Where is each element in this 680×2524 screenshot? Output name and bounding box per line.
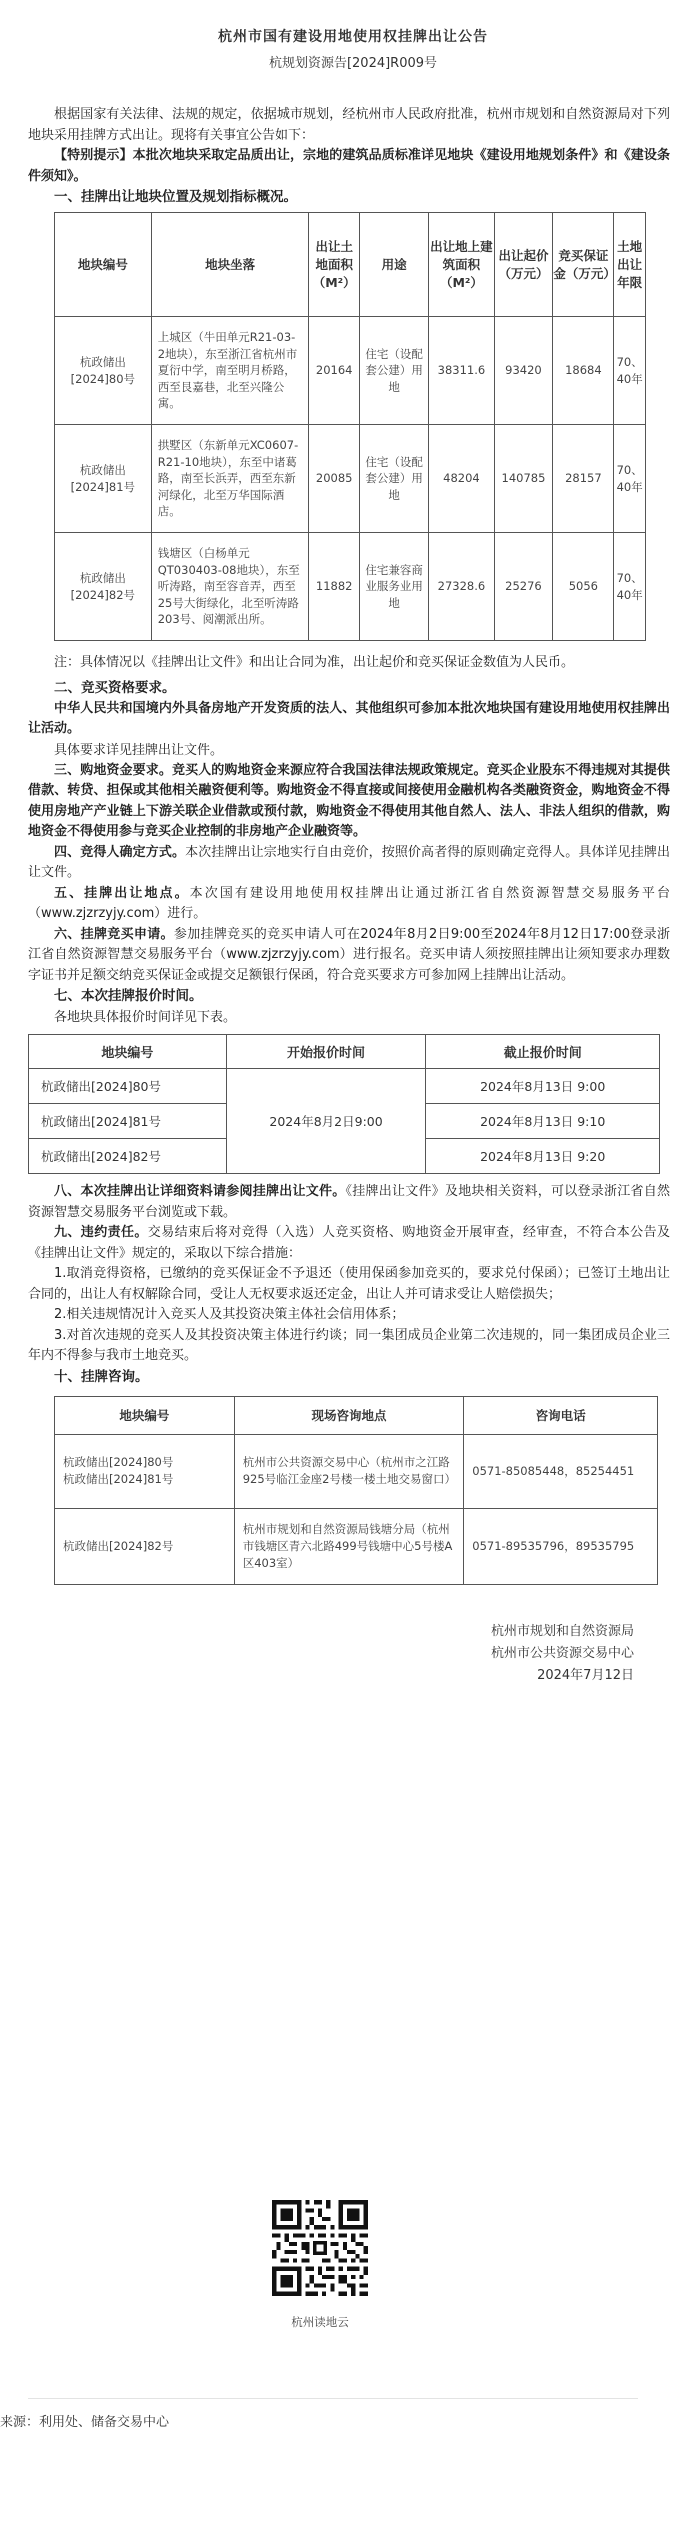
section4-text: 本次挂牌出让宗地实行自由竞价，按照价高者得的原则确定竞得人。具体详见挂牌出让文件。 xyxy=(28,844,670,880)
section7-intro: 各地块具体报价时间详见下表。 xyxy=(54,1010,237,1025)
start-time: 2024年8月2日9:00 xyxy=(226,1069,426,1174)
col-header: 地块编号 xyxy=(29,1035,227,1069)
section9-text: 交易结束后将对竞得（入选）人竞买资格、购地资金开展审查，经审查，不符合本公告及《挂牌出让文件》规定的，采取以下综合措施： xyxy=(28,1225,670,1261)
table-row xyxy=(29,1069,660,1104)
section6-text: 参加挂牌竞买的竞买申请人可在2024年8月2日9:00至2024年8月12日17:00登录浙江省自然资源智慧交易服务平台（www.zjzrzyjy.com）进行报名。竞买申请人须按照挂牌出让须知要求办理数字证书并足额交纳竞买保证金或提交足额银行保函，符合竞买要求方可参加网上挂牌出让活动。 xyxy=(28,926,670,983)
parcel-price: 25276 xyxy=(494,533,553,641)
table-row xyxy=(55,317,646,425)
parcel-use: 住宅（设配套公建）用地 xyxy=(359,425,428,533)
section4-heading: 四、竞得人确定方式。 xyxy=(54,844,186,860)
qr-code-icon[interactable] xyxy=(268,2196,372,2300)
col-header: 开始报价时间 xyxy=(226,1035,426,1069)
special-tip: 【特别提示】本批次地块采取定品质出让，宗地的建筑品质标准详见地块《建设用地规划条件》和《建设条件须知》。 xyxy=(28,148,670,184)
parcel-area: 20085 xyxy=(309,425,359,533)
qr-caption: 杭州读地云 xyxy=(291,2315,349,2329)
table-row xyxy=(55,1434,658,1508)
section3-text: 竞买人的购地资金来源应符合我国法律法规政策规定。竞买企业股东不得违规对其提供借款、转贷、担保或其他相关融资便利等。购地资金不得直接或间接使用金融机构各类融资资金，购地资金不得使用房地产产业链上下游关联企业借款或预付款，购地资金不得使用其他自然人、法人、非法人组织的借款，购地资金不得使用参与竞买企业控制的非房地产企业融资等。 xyxy=(28,762,670,839)
parcel-build-area: 27328.6 xyxy=(429,533,494,641)
consultation-table xyxy=(54,1396,658,1585)
parcel-deposit: 18684 xyxy=(553,317,614,425)
parcel-id: 杭政储出[2024]80号 xyxy=(55,317,152,425)
parcel-table xyxy=(54,212,646,641)
table-note: 注：具体情况以《挂牌出让文件》和出让合同为准，出让起价和竞买保证金数值为人民币。 xyxy=(54,655,575,670)
parcel-term: 70、40年 xyxy=(614,425,646,533)
announcement-document xyxy=(28,0,678,1687)
parcel-id: 杭政储出[2024]82号 xyxy=(55,533,152,641)
section2-heading: 二、竞买资格要求。 xyxy=(54,679,176,696)
end-time: 2024年8月13日 9:20 xyxy=(426,1139,660,1174)
parcel-build-area: 38311.6 xyxy=(429,317,494,425)
section5-heading: 五、挂牌出让地点。 xyxy=(54,885,190,901)
parcel-use: 住宅（设配套公建）用地 xyxy=(359,317,428,425)
consultation-table-header xyxy=(55,1396,658,1434)
parcel-id: 杭政储出[2024]80号 xyxy=(29,1069,227,1104)
col-header: 咨询电话 xyxy=(464,1396,658,1434)
page-title: 杭州市国有建设用地使用权挂牌出让公告 xyxy=(218,29,488,45)
parcel-id: 杭政储出[2024]81号 xyxy=(63,1472,174,1486)
section8-paragraph xyxy=(28,1182,670,1223)
section1-heading: 一、挂牌出让地块位置及规划指标概况。 xyxy=(54,189,297,205)
bidding-time-table xyxy=(28,1034,660,1174)
parcel-id: 杭政储出[2024]81号 xyxy=(29,1104,227,1139)
section2-bold-text: 中华人民共和国境内外具备房地产开发资质的法人、其他组织可参加本批次地块国有建设用地使用权挂牌出让活动。 xyxy=(28,700,670,736)
document-number: 杭规划资源告[2024]R009号 xyxy=(268,56,438,71)
consult-place: 杭州市规划和自然资源局钱塘分局（杭州市钱塘区青六北路499号钱塘中心5号楼A区403室） xyxy=(234,1508,464,1584)
section3-paragraph xyxy=(28,761,670,843)
col-header: 出让地上建筑面积（M²） xyxy=(429,213,494,317)
section5-text: 本次国有建设用地使用权挂牌出让通过浙江省自然资源智慧交易服务平台（www.zjzrzyjy.com）进行。 xyxy=(28,885,670,921)
col-header: 用途 xyxy=(359,213,428,317)
parcel-price: 140785 xyxy=(494,425,553,533)
parcel-id: 杭政储出[2024]82号 xyxy=(55,1508,235,1584)
section10-heading: 十、挂牌咨询。 xyxy=(54,1368,149,1385)
parcel-area: 20164 xyxy=(309,317,359,425)
parcel-location: 拱墅区（东新单元XC0607-R21-10地块），东至中诸葛路，南至长浜弄，西至东新河绿化，北至万华国际酒店。 xyxy=(151,425,309,533)
parcel-use: 住宅兼容商业服务业用地 xyxy=(359,533,428,641)
consult-phone: 0571-85085448，85254451 xyxy=(464,1434,658,1508)
section7-heading: 七、本次挂牌报价时间。 xyxy=(54,988,203,1004)
table-row xyxy=(55,533,646,641)
parcel-table-header xyxy=(55,213,646,317)
col-header: 地块编号 xyxy=(55,1396,235,1434)
signature-org: 杭州市规划和自然资源局 xyxy=(490,1623,634,1639)
col-header: 现场咨询地点 xyxy=(234,1396,464,1434)
section9-item: 2.相关违规情况计入竞买人及其投资决策主体社会信用体系； xyxy=(54,1307,405,1322)
parcel-build-area: 48204 xyxy=(429,425,494,533)
parcel-area: 11882 xyxy=(309,533,359,641)
parcel-term: 70、40年 xyxy=(614,533,646,641)
section2-text: 具体要求详见挂牌出让文件。 xyxy=(54,742,224,758)
intro-paragraph: 根据国家有关法律、法规的规定，依据城市规划，经杭州市人民政府批准，杭州市规划和自然资源局对下列地块采用挂牌方式出让。现将有关事宜公告如下： xyxy=(28,107,670,143)
table-row xyxy=(55,425,646,533)
col-header: 截止报价时间 xyxy=(426,1035,660,1069)
col-header: 出让土地面积（M²） xyxy=(309,213,359,317)
parcel-id: 杭政储出[2024]81号 xyxy=(55,425,152,533)
end-time: 2024年8月13日 9:10 xyxy=(426,1104,660,1139)
col-header: 竞买保证金（万元） xyxy=(553,213,614,317)
consult-place: 杭州市公共资源交易中心（杭州市之江路925号临江金座2号楼一楼土地交易窗口） xyxy=(234,1434,464,1508)
parcel-deposit: 28157 xyxy=(553,425,614,533)
parcel-id: 杭政储出[2024]82号 xyxy=(29,1139,227,1174)
parcel-location: 钱塘区（白杨单元QT030403-08地块），东至听涛路，南至容音弄，西至25号大街绿化，北至听涛路203号、阅潮派出所。 xyxy=(151,533,309,641)
section4-paragraph xyxy=(28,843,670,884)
col-header: 地块编号 xyxy=(55,213,152,317)
col-header: 出让起价（万元） xyxy=(494,213,553,317)
footer-divider xyxy=(28,2398,638,2399)
section8-text: 《挂牌出让文件》及地块相关资料，可以登录浙江省自然资源智慧交易服务平台浏览或下载。 xyxy=(28,1184,670,1220)
signature-date: 2024年7月12日 xyxy=(537,1667,634,1683)
section3-heading: 三、购地资金要求。 xyxy=(54,762,172,778)
parcel-location: 上城区（牛田单元R21-03-2地块），东至浙江省杭州市夏衍中学，南至明月桥路，西至艮嘉巷，北至兴隆公寓。 xyxy=(151,317,309,425)
section6-paragraph xyxy=(28,925,670,987)
parcel-term: 70、40年 xyxy=(614,317,646,425)
parcel-ids xyxy=(55,1434,235,1508)
consult-phone: 0571-89535796，89535795 xyxy=(464,1508,658,1584)
section9-item: 3.对首次违规的竞买人及其投资决策主体进行约谈；同一集团成员企业第二次违规的，同一集团成员企业三年内不得参与我市土地竞买。 xyxy=(28,1327,670,1363)
section8-heading: 八、本次挂牌出让详细资料请参阅挂牌出让文件。 xyxy=(54,1184,346,1199)
parcel-price: 93420 xyxy=(494,317,553,425)
section6-heading: 六、挂牌竞买申请。 xyxy=(54,926,174,942)
section9-paragraph xyxy=(28,1223,670,1264)
col-header: 土地出让年限 xyxy=(614,213,646,317)
col-header: 地块坐落 xyxy=(151,213,309,317)
end-time: 2024年8月13日 9:00 xyxy=(426,1069,660,1104)
parcel-deposit: 5056 xyxy=(553,533,614,641)
bidding-table-header xyxy=(29,1035,660,1069)
signature-block xyxy=(28,1621,678,1687)
source-line: 来源：利用处、储备交易中心 xyxy=(0,2415,170,2430)
parcel-id: 杭政储出[2024]80号 xyxy=(63,1455,174,1469)
section9-heading: 九、违约责任。 xyxy=(54,1225,148,1240)
section9-item: 1.取消竞得资格，已缴纳的竞买保证金不予退还（使用保函参加竞买的，要求兑付保函）；已签订土地出让合同的，出让人有权解除合同，受让人无权要求返还定金，出让人并可请求受让人赔偿损失； xyxy=(28,1266,670,1302)
signature-org: 杭州市公共资源交易中心 xyxy=(490,1645,634,1661)
section5-paragraph xyxy=(28,884,670,925)
table-row xyxy=(55,1508,658,1584)
